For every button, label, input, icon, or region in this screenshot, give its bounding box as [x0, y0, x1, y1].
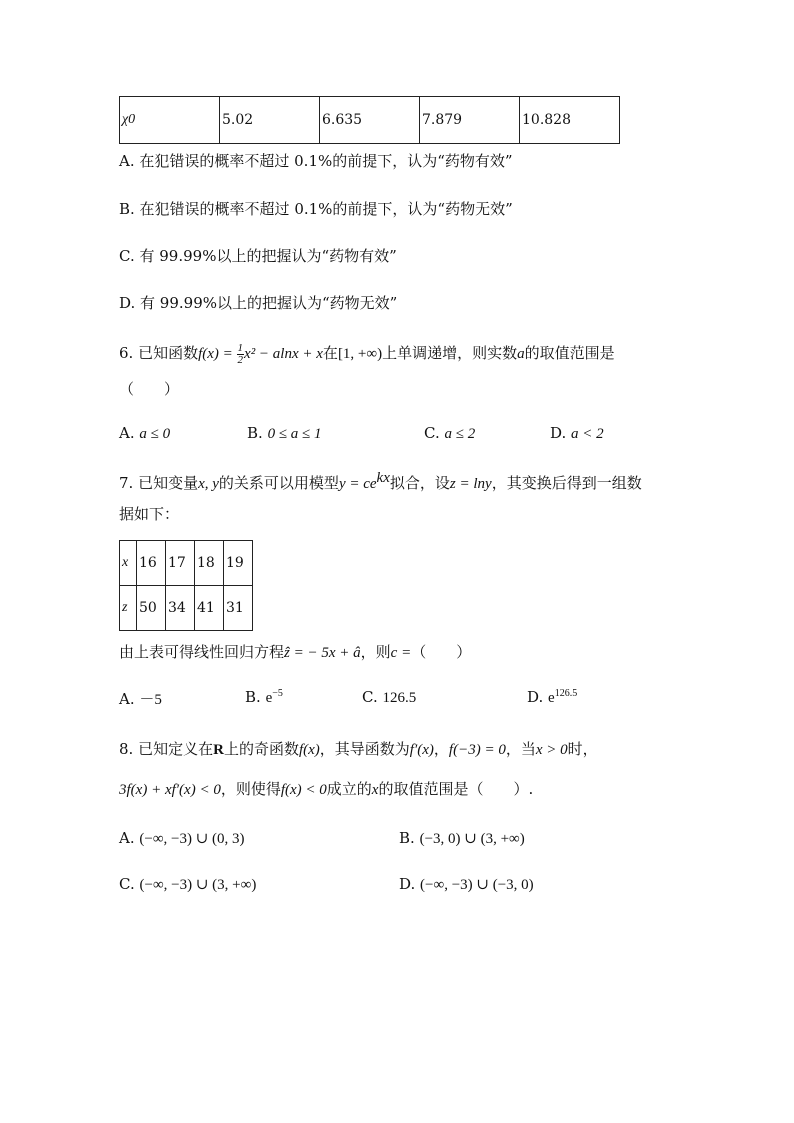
table-cell: 16: [137, 541, 166, 586]
q6-suffix2: 的取值范围是: [524, 344, 615, 362]
table-row: [120, 541, 253, 586]
table-cell: 19: [224, 541, 253, 586]
q7-option-d: D. $e^{126.5}$: [527, 688, 578, 706]
table-row: [120, 97, 620, 144]
q6-option-d: D. a < 2: [550, 424, 604, 442]
q5-option-c: C. 有 99.99%以上的把握认为“药物有效”: [119, 247, 397, 265]
q7-option-c: C. 126.5: [362, 688, 417, 706]
q6-formula-lhs: f(x) =: [198, 346, 237, 362]
q7-stem-line1: 7. 已知变量x, y的关系可以用模型$y = ce^{kx}$拟合，设z = lny，其变换后得到一组数: [119, 470, 642, 492]
q6-formula-rhs: x² − alnx + x: [244, 346, 323, 362]
q8-stem-line1: 8. 已知定义在R上的奇函数f(x)，其导函数为f′(x)，f(−3) = 0，当x > 0时，: [119, 740, 598, 758]
q6-answer-paren: （ ）: [119, 380, 180, 398]
q8-option-d: D. (−∞, −3) ∪ (−3, 0): [399, 875, 534, 893]
q5-option-b: B. 在犯错误的概率不超过 0.1%的前提下，认为“药物无效”: [119, 200, 513, 218]
q8-option-b: B. (−3, 0) ∪ (3, +∞): [399, 829, 525, 847]
q7-stem-line2: 据如下：: [119, 505, 180, 523]
q6-suffix: 上单调递增，则实数: [382, 344, 518, 362]
table-cell: z: [120, 586, 137, 631]
table-cell: 6.635: [320, 97, 420, 144]
q6-prefix: 6. 已知函数: [119, 344, 199, 362]
table-cell: 5.02: [220, 97, 320, 144]
q6-middle: 在: [322, 344, 338, 362]
table-cell: 10.828: [520, 97, 620, 144]
chi-square-table: [119, 96, 620, 144]
q8-option-c: C. (−∞, −3) ∪ (3, +∞): [119, 875, 257, 893]
q5-option-a: A. 在犯错误的概率不超过 0.1%的前提下，认为“药物有效”: [119, 152, 513, 170]
table-cell: 18: [195, 541, 224, 586]
q6-option-b: B. 0 ≤ a ≤ 1: [247, 424, 322, 442]
q8-option-a: A. (−∞, −3) ∪ (0, 3): [119, 829, 245, 847]
q7-stem-line3: 由上表可得线性回归方程ẑ = − 5x + â，则c =（ ）: [119, 643, 472, 661]
q7-option-a: A. －5: [119, 690, 162, 708]
table-cell: x: [120, 541, 137, 586]
q8-stem-line2: 3f(x) + xf′(x) < 0，则使得f(x) < 0成立的x的取值范围是（ ）.: [119, 780, 534, 798]
q7-data-table: [119, 540, 253, 631]
table-row: [120, 586, 253, 631]
q7-option-b: B. $e^{-5}$: [245, 688, 283, 706]
table-cell: 31: [224, 586, 253, 631]
q6-option-a: A. a ≤ 0: [119, 424, 171, 442]
table-cell: 50: [137, 586, 166, 631]
table-cell: 41: [195, 586, 224, 631]
table-cell: 7.879: [420, 97, 520, 144]
q6-option-c: C. a ≤ 2: [424, 424, 476, 442]
q6-interval: [1, +∞): [337, 346, 383, 362]
q6-stem: [119, 342, 615, 366]
q6-fraction: $\frac{1}{2}$: [237, 341, 244, 366]
q6-var: a: [517, 346, 525, 362]
table-cell: 17: [166, 541, 195, 586]
table-cell: 34: [166, 586, 195, 631]
q5-option-d: D. 有 99.99%以上的把握认为“药物无效”: [119, 294, 398, 312]
table-cell: χ0: [120, 97, 220, 144]
